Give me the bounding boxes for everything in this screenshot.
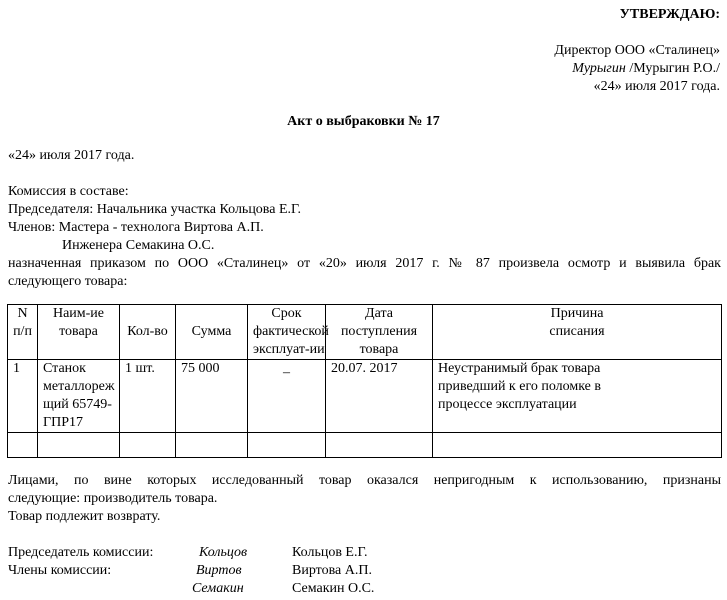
table-row-empty	[8, 433, 722, 458]
commission-member-2: Инженера Семакина О.С.	[62, 238, 215, 253]
header-qty: Кол-во	[120, 305, 176, 360]
members-label: Члены комиссии:	[8, 563, 112, 578]
conclusion-text-end: следующие: производитель товара.	[8, 491, 218, 506]
cell-name: Станок металлореж щий 65749- ГПР17	[38, 360, 120, 433]
approval-signature: Мурыгин	[572, 61, 626, 76]
cell-num: 1	[8, 360, 38, 433]
cell-date: 20.07. 2017	[326, 360, 433, 433]
empty-cell	[433, 433, 722, 458]
member1-signature: Виртов	[196, 563, 242, 578]
order-text-end: следующего товара:	[8, 274, 128, 289]
return-statement: Товар подлежит возврату.	[8, 509, 161, 524]
header-date: Дата поступления товара	[326, 305, 433, 360]
act-date: «24» июля 2017 года.	[8, 148, 135, 163]
conclusion-text: Лицами, по вине которых исследованный товар оказался непригодным к использованию, признаны	[8, 473, 721, 488]
approval-signature-line	[572, 60, 720, 78]
header-name: Наим-ие товара	[38, 305, 120, 360]
empty-cell	[326, 433, 433, 458]
empty-cell	[120, 433, 176, 458]
cell-reason: Неустранимый брак товара приведший к его поломке в процессе эксплуатации	[433, 360, 722, 433]
header-num: N п/п	[8, 305, 38, 360]
header-term: Срок фактической эксплуат-ии	[248, 305, 326, 360]
empty-cell	[176, 433, 248, 458]
cell-sum: 75 000	[176, 360, 248, 433]
approval-signature-name: /Мурыгин Р.О./	[629, 61, 720, 76]
chair-label: Председатель комиссии:	[8, 545, 154, 560]
empty-cell	[38, 433, 120, 458]
chair-name: Кольцов Е.Г.	[292, 545, 368, 560]
member1-name: Виртова А.П.	[292, 563, 372, 578]
cell-term: –	[248, 360, 326, 433]
order-text: назначенная приказом по ООО «Сталинец» от «20» июля 2017 г. № 87 произвела осмотр и выявила брак	[8, 256, 721, 271]
member2-signature: Семакин	[192, 581, 244, 596]
empty-cell	[8, 433, 38, 458]
commission-intro: Комиссия в составе:	[8, 184, 129, 199]
cell-qty: 1 шт.	[120, 360, 176, 433]
defect-table	[7, 304, 722, 458]
table-header-row	[8, 305, 722, 360]
header-reason: Причина списания	[433, 305, 722, 360]
commission-members: Членов: Мастера - технолога Виртова А.П.	[8, 220, 264, 235]
approval-heading: УТВЕРЖДАЮ:	[619, 7, 720, 22]
approval-date: «24» июля 2017 года.	[593, 79, 720, 94]
act-title: Акт о выбраковки № 17	[287, 114, 440, 129]
header-sum: Сумма	[176, 305, 248, 360]
commission-chair: Председателя: Начальника участка Кольцова Е.Г.	[8, 202, 302, 217]
empty-cell	[248, 433, 326, 458]
member2-name: Семакин О.С.	[292, 581, 375, 596]
chair-signature: Кольцов	[199, 545, 248, 560]
table-row	[8, 360, 722, 433]
approval-position: Директор ООО «Сталинец»	[554, 43, 720, 58]
